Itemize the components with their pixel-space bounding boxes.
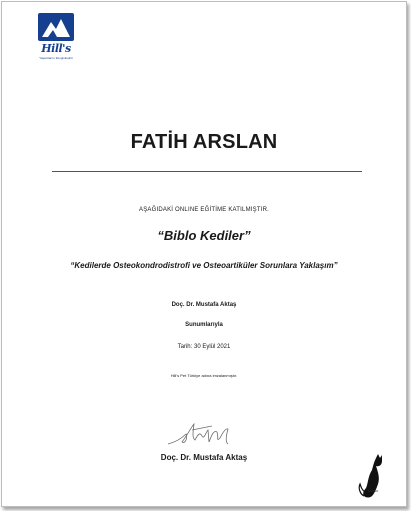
signed-on-behalf: Hill's Pet Türkiye adına imzalanmıştır. — [170, 373, 238, 378]
hills-logo — [35, 11, 77, 65]
cat-silhouette-logo — [356, 454, 386, 502]
hills-logo-wordmark: Hill's — [41, 42, 71, 55]
handwritten-signature — [162, 420, 242, 448]
presenter-name: Doç. Dr. Mustafa Aktaş — [171, 302, 237, 308]
recipient-name: FATİH ARSLAN — [130, 131, 278, 153]
certificate-page — [1, 1, 407, 507]
cat-logo-label: KAMED — [367, 489, 379, 493]
hills-mountain-icon — [38, 13, 74, 41]
event-title: “Biblo Kediler” — [157, 228, 251, 243]
attendance-statement: AŞAĞIDAKİ ONLINE EĞİTİME KATILMIŞTIR. — [139, 207, 269, 213]
name-divider — [52, 171, 362, 172]
event-date: Tarih: 30 Eylül 2021 — [177, 344, 231, 350]
presented-label: Sunumlarıyla — [185, 322, 223, 328]
signatory-name: Doç. Dr. Mustafa Aktaş — [160, 453, 248, 462]
event-subtitle: “Kedilerde Osteokondrodistrofi ve Osteoartiküler Sorunlara Yaklaşım” — [70, 261, 338, 270]
hills-logo-tagline: Yaşamlarını Zenginleştirir — [39, 56, 73, 60]
hills-logo-emblem — [38, 13, 74, 41]
